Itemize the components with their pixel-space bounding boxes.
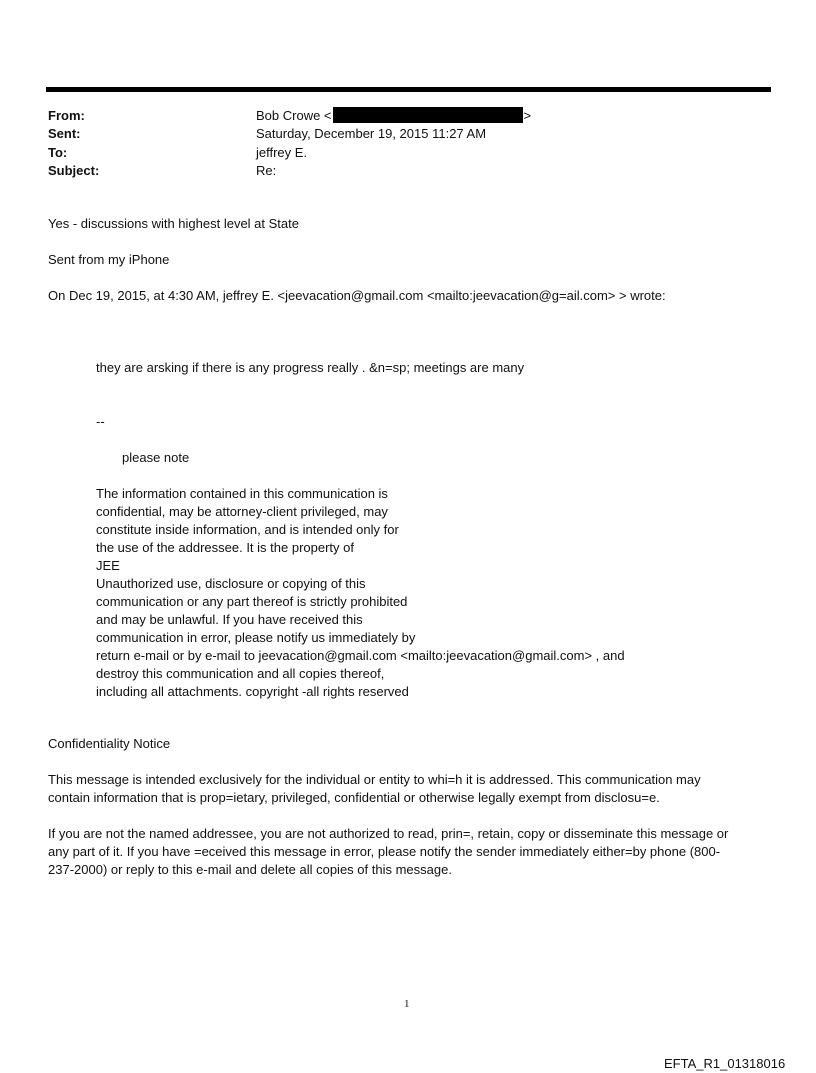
subject-value: Re: — [256, 163, 277, 178]
disclaimer-line: destroy this communication and all copies thereof, — [96, 666, 385, 681]
from-close: > — [523, 108, 532, 123]
reply-text: Yes - discussions with highest level at State — [48, 216, 299, 231]
from-name: Bob Crowe < — [256, 108, 332, 123]
disclaimer-line: constitute inside information, and is intended only for — [96, 522, 399, 537]
from-value — [256, 107, 531, 125]
paragraph-line: This message is intended exclusively for the individual or entity to whi=h it is addressed. This communication may — [48, 772, 701, 787]
disclaimer-line: return e-mail or by e-mail to jeevacation@gmail.com <mailto:jeevacation@gmail.com> , and — [96, 648, 625, 663]
disclaimer-line: communication in error, please notify us immediately by — [96, 630, 416, 645]
disclaimer-line: the use of the addressee. It is the property of — [96, 540, 354, 555]
signature: Sent from my iPhone — [48, 252, 170, 267]
sent-label: Sent: — [48, 126, 81, 141]
quoted-message: they are arsking if there is any progress really . &n=sp; meetings are many — [96, 360, 525, 375]
disclaimer-line: JEE — [96, 558, 120, 573]
subject-label: Subject: — [48, 163, 100, 178]
bates-number: EFTA_R1_01318016 — [664, 1056, 786, 1071]
disclaimer-line: The information contained in this communication is — [96, 486, 388, 501]
disclaimer-line: Unauthorized use, disclosure or copying of this — [96, 576, 366, 591]
to-value: jeffrey E. — [256, 145, 308, 160]
to-label: To: — [48, 145, 68, 160]
paragraph-line: If you are not the named addressee, you are not authorized to read, prin=, retain, copy or disseminate this message or — [48, 826, 729, 841]
paragraph-line: contain information that is prop=ietary, privileged, confidential or otherwise legally exempt from disclosu=e. — [48, 790, 660, 805]
paragraph-line: any part of it. If you have =eceived this message in error, please notify the sender immediately either=by phone (800- — [48, 844, 721, 859]
confidentiality-paragraph-2 — [48, 825, 728, 879]
confidentiality-title: Confidentiality Notice — [48, 736, 171, 751]
page-number: 1 — [404, 998, 410, 1010]
disclaimer-line: confidential, may be attorney-client privileged, may — [96, 504, 388, 519]
confidentiality-paragraph-1 — [48, 771, 701, 807]
disclaimer-line: communication or any part thereof is strictly prohibited — [96, 594, 408, 609]
from-label: From: — [48, 108, 85, 123]
disclaimer-line: including all attachments. copyright -all rights reserved — [96, 684, 409, 699]
separator: -- — [96, 414, 105, 429]
header-rule — [46, 87, 771, 92]
wrote-line: On Dec 19, 2015, at 4:30 AM, jeffrey E. <jeevacation@gmail.com <mailto:jeevacation@g=ail.com> > wrote: — [48, 288, 666, 303]
paragraph-line: 237-2000) or reply to this e-mail and delete all copies of this message. — [48, 862, 452, 877]
redaction-box — [333, 107, 523, 123]
sent-value: Saturday, December 19, 2015 11:27 AM — [256, 126, 487, 141]
please-note: please note — [122, 450, 190, 465]
disclaimer — [96, 485, 625, 701]
disclaimer-line: and may be unlawful. If you have received this — [96, 612, 363, 627]
